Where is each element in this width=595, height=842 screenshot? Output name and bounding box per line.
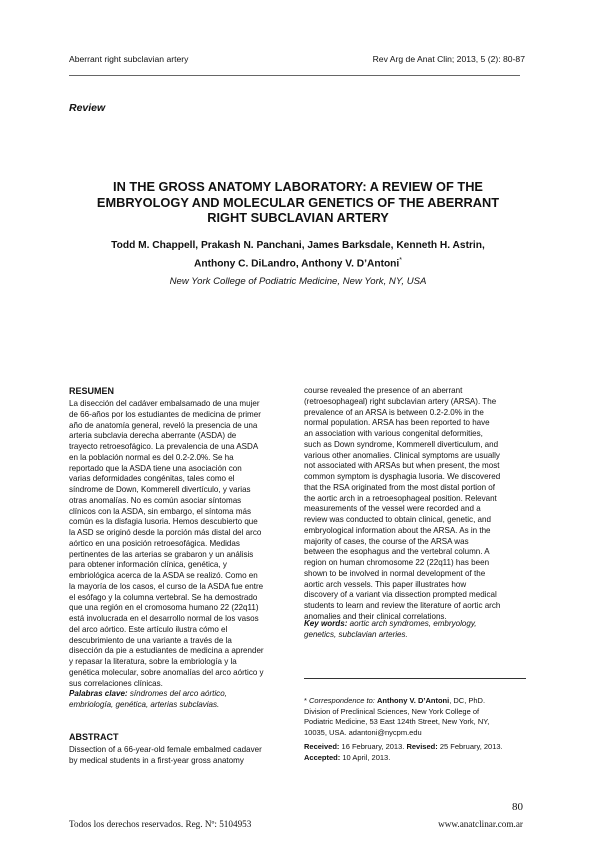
resumen-line: embriológica acerca de la ASDA se realizó. Como en xyxy=(69,571,258,580)
abstract-line: normal population. ARSA has been reported to have xyxy=(304,418,490,428)
keywords-line xyxy=(304,619,528,630)
keywords-text: síndromes del arco aórtico, xyxy=(129,689,227,698)
keywords-text: aortic arch syndromes, embryology, xyxy=(349,619,477,628)
footnote-mark: * xyxy=(304,696,307,705)
revised-label: Revised: xyxy=(406,742,438,751)
revised-date: 25 February, 2013. xyxy=(439,742,503,751)
resumen-line: otras anomalías. No es común asociar síntomas xyxy=(69,495,242,505)
resumen-line: año de anatomía general, reveló la presencia de una xyxy=(69,420,258,430)
resumen-line: el esófago y la columna vertebral. Se ha demostrado xyxy=(69,592,258,602)
resumen-line: para obtener información clínica, genética, y xyxy=(69,560,227,570)
abstract-line: by medical students in a first-year gross anatomy xyxy=(69,755,244,765)
keywords-line: genetics, subclavian arteries. xyxy=(304,629,408,639)
abstract-line: discovery of a variant via dissection prompted medical xyxy=(304,590,497,600)
title-line: EMBRYOLOGY AND MOLECULAR GENETICS OF THE ABERRANT xyxy=(96,194,500,210)
abstract-line: that the RSA originated from the most distal portion of xyxy=(304,482,495,492)
running-head-citation: Rev Arg de Anat Clin; 2013, 5 (2): 80-87 xyxy=(372,54,525,64)
resumen-line: trayecto retroesofágico. La prevalencia de una ASDA xyxy=(69,442,259,451)
resumen-line: sus correlaciones clínicas. xyxy=(69,678,163,688)
dates-line xyxy=(304,742,528,753)
abstract-line: such as Down syndrome, Kommerell diverticulum, and xyxy=(304,439,499,449)
resumen-line: la ASD se originó desde la porción más distal del arco xyxy=(69,528,262,537)
resumen-line: en la población normal es del 0.2-2.0%. Se ha xyxy=(69,452,234,462)
accepted-date: 10 April, 2013. xyxy=(342,752,391,762)
resumen-line: clínicos con la ASDA, sin embargo, el síntoma más xyxy=(69,506,252,516)
abstract-line: measurements of the vessel were recorded and a xyxy=(304,504,481,514)
abstract-keywords xyxy=(304,619,528,641)
article-type-label: Review xyxy=(69,102,106,114)
keywords-label: Key words: xyxy=(304,619,348,628)
abstract-line: course revealed the presence of an aberrant xyxy=(304,386,463,395)
resumen-line: disección da pie a estudiantes de medicina a aprender xyxy=(69,646,264,656)
resumen-line: arteria subclavia derecha aberrante (ASDA) de xyxy=(69,431,237,441)
abstract-line: aortic arch vessels. This paper illustrates how xyxy=(304,579,467,589)
abstract-line: not associated with ARSAs but when present, the most xyxy=(304,461,500,471)
correspondence-line: Division of Preclinical Sciences, New York College of xyxy=(304,706,480,716)
correspondence-line: Podiatric Medicine, 53 East 124th Street, New York, NY, xyxy=(304,717,490,726)
abstract-line: prevalence of an ARSA is between 0.2-2.0% in the xyxy=(304,407,484,417)
correspondence-note xyxy=(304,696,528,738)
abstract-line: an association with various congenital deformities, xyxy=(304,429,483,438)
abstract-line: the aortic arch in a retroesophageal position. Relevant xyxy=(304,493,497,503)
correspondence-label: Correspondence to: xyxy=(309,696,375,705)
abstract-heading: ABSTRACT xyxy=(69,732,119,742)
keywords-label: Palabras clave: xyxy=(69,689,128,698)
resumen-line: pertinentes de las arterias se grabaron y un análisis xyxy=(69,549,254,559)
resumen-line: la mayoría de los casos, el curso de la ASDA fue entre xyxy=(69,581,264,591)
article-title xyxy=(69,179,527,226)
affiliation: New York College of Podiatric Medicine, New York, NY, USA xyxy=(169,276,427,287)
title-line: IN THE GROSS ANATOMY LABORATORY: A REVIEW OF THE xyxy=(113,179,483,194)
author-list xyxy=(69,238,527,271)
dates-line xyxy=(304,753,528,764)
title-line: RIGHT SUBCLAVIAN ARTERY xyxy=(207,210,389,225)
abstract-line: embryological information about the ARSA. As in the xyxy=(304,525,491,535)
correspondence-name: Anthony V. D’Antoni xyxy=(376,696,450,705)
abstract-body-start xyxy=(69,745,293,767)
resumen-line: del arco aórtico. Este artículo ilustra cómo el xyxy=(69,624,228,634)
abstract-line: between the esophagus and the vertebral column. A xyxy=(304,547,490,557)
abstract-body-continued xyxy=(304,386,528,623)
correspondence-degrees: , DC, PhD. xyxy=(449,696,486,705)
resumen-body xyxy=(69,399,293,689)
accepted-label: Accepted: xyxy=(304,752,341,762)
footer-rights: Todos los derechos reservados. Reg. Nº: 5104953 xyxy=(69,819,252,829)
abstract-line: various other anomalies. Clinical symptoms are usually xyxy=(304,450,500,460)
resumen-line: varias deformidades congénitas, tales como el xyxy=(69,474,235,484)
resumen-line: común es la disfagia lusoria. Hemos descubierto que xyxy=(69,517,258,527)
footer-website: www.anatclinar.com.ar xyxy=(438,819,523,829)
abstract-line: review was conducted to obtain clinical, genetic, and xyxy=(304,515,491,524)
corresponding-author-mark: * xyxy=(399,257,402,264)
received-date: 16 February, 2013. xyxy=(341,742,405,751)
header-rule xyxy=(69,75,520,76)
received-label: Received: xyxy=(304,742,340,751)
correspondence-line: 10035, USA. adantoni@nycpm.edu xyxy=(304,727,422,737)
resumen-line: reportado que la ASDA tiene una asociación con xyxy=(69,463,242,473)
author-line-text: Anthony C. DiLandro, Anthony V. D’Antoni xyxy=(194,258,400,270)
resumen-line: aórtico en una posición retroesofágica. Medidas xyxy=(69,538,240,548)
resumen-heading: RESUMEN xyxy=(69,386,115,396)
abstract-line: (retroesophageal) right subclavian artery (ARSA). The xyxy=(304,396,497,406)
article-dates xyxy=(304,742,528,763)
abstract-line: common symptom is dysphagia lusoria. We discovered xyxy=(304,472,501,481)
author-line xyxy=(69,253,527,271)
keywords-line xyxy=(69,689,293,700)
resumen-line: y repasar la literatura, sobre la embriología y la xyxy=(69,657,237,666)
resumen-line: que una región en el cromosoma humano 22 (22q11) xyxy=(69,603,259,613)
page-number: 80 xyxy=(512,801,523,813)
resumen-line: descubrimiento de una variante a través de la xyxy=(69,635,232,645)
resumen-line: La disección del cadáver embalsamado de una mujer xyxy=(69,399,260,408)
abstract-line: students to learn and review the literature of aortic arch xyxy=(304,601,501,610)
abstract-line: Dissection of a 66-year-old female embalmed cadaver xyxy=(69,745,262,754)
resumen-line: está involucrada en el desarrollo normal de los vasos xyxy=(69,614,259,623)
correspondence-line xyxy=(304,696,528,707)
footnote-rule xyxy=(304,678,526,679)
resumen-line: de 66-años por los estudiantes de medicina de primer xyxy=(69,409,261,419)
resumen-line: síndrome de Down, Kommerell divertículo, y varias xyxy=(69,485,251,494)
resumen-line: genética molecular, sobre anomalías del arco aórtico y xyxy=(69,667,264,677)
resumen-keywords xyxy=(69,689,293,711)
running-head-title: Aberrant right subclavian artery xyxy=(69,54,189,64)
author-line: Todd M. Chappell, Prakash N. Panchani, James Barksdale, Kenneth H. Astrin, xyxy=(111,240,485,251)
keywords-line: embriología, genética, arterias subclavias. xyxy=(69,699,220,709)
abstract-line: region on human chromosome 22 (22q11) has been xyxy=(304,558,490,567)
abstract-line: shown to be involved in normal development of the xyxy=(304,568,486,578)
abstract-line: majority of cases, the course of the ARSA was xyxy=(304,536,469,546)
abstract-line: anomalies and their clinical correlations. xyxy=(304,611,447,621)
